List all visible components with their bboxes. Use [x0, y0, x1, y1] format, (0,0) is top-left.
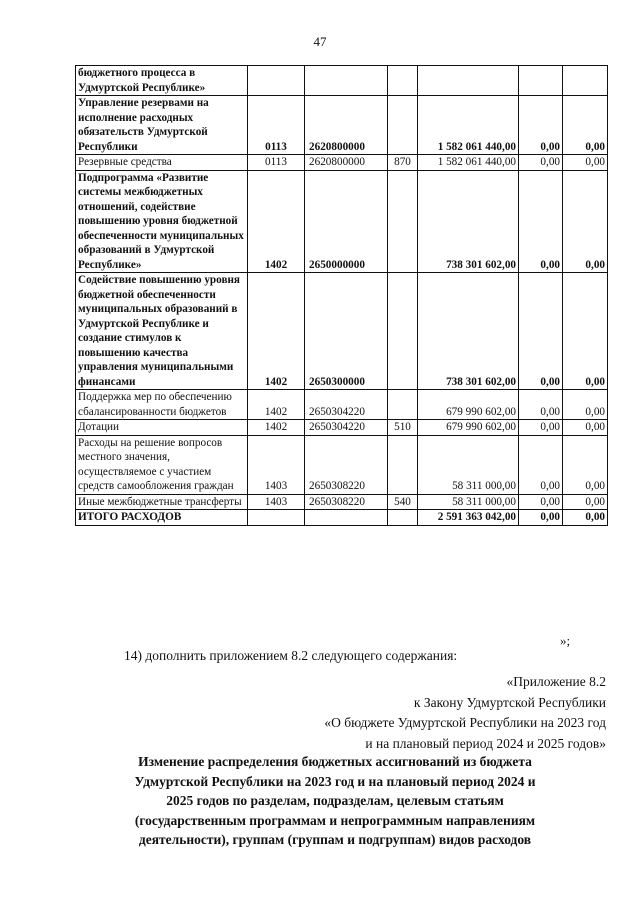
section-code-cell: 1403	[248, 435, 305, 494]
target-article-cell: 2650304220	[305, 420, 388, 436]
title-line: 2025 годов по разделам, подразделам, целевым статьям	[166, 793, 504, 808]
amount-2023-cell: 738 301 602,00	[418, 273, 519, 390]
amount-2024-cell: 0,00	[519, 390, 563, 420]
row-name-cell: ИТОГО РАСХОДОВ	[76, 510, 248, 526]
target-article-cell: 2650000000	[305, 170, 388, 273]
amount-2024-cell: 0,00	[519, 155, 563, 171]
amount-2024-cell: 0,00	[519, 420, 563, 436]
row-name-cell: Резервные средства	[76, 155, 248, 171]
amount-2024-cell	[519, 66, 563, 96]
amount-2023-cell: 1 582 061 440,00	[418, 155, 519, 171]
amount-2025-cell: 0,00	[563, 435, 608, 494]
target-article-cell	[305, 510, 388, 526]
amount-2023-cell: 58 311 000,00	[418, 435, 519, 494]
amount-2024-cell: 0,00	[519, 170, 563, 273]
target-article-cell: 2650308220	[305, 494, 388, 510]
amount-2023-cell: 2 591 363 042,00	[418, 510, 519, 526]
document-title	[70, 752, 600, 850]
amount-2025-cell: 0,00	[563, 510, 608, 526]
table-row	[76, 170, 608, 273]
target-article-cell: 2650300000	[305, 273, 388, 390]
section-code-cell: 1403	[248, 494, 305, 510]
amount-2025-cell: 0,00	[563, 96, 608, 155]
appendix-line: и на плановый период 2024 и 2025 годов»	[365, 735, 606, 751]
row-name-cell: Расходы на решение вопросов местного значения, осуществляемое с участием средств самообложения граждан	[76, 435, 248, 494]
expense-type-cell	[388, 273, 418, 390]
closing-quote: »;	[560, 633, 571, 648]
expense-type-cell	[388, 390, 418, 420]
expense-type-cell: 510	[388, 420, 418, 436]
title-line: (государственным программам и непрограммным направлениям	[134, 812, 536, 828]
appendix-line: «О бюджете Удмуртской Республики на 2023 год	[324, 715, 606, 730]
table-row	[76, 273, 608, 390]
row-name-cell: Дотации	[76, 420, 248, 436]
section-code-cell	[248, 510, 305, 526]
expense-type-cell: 870	[388, 155, 418, 171]
target-article-cell: 2620800000	[305, 155, 388, 171]
expense-type-cell	[388, 66, 418, 96]
section-code-cell: 0113	[248, 155, 305, 171]
section-code-cell	[248, 66, 305, 96]
amount-2025-cell: 0,00	[563, 420, 608, 436]
amount-2025-cell	[563, 66, 608, 96]
amount-2023-cell: 679 990 602,00	[418, 420, 519, 436]
amount-2025-cell: 0,00	[563, 494, 608, 510]
table-row	[76, 155, 608, 171]
amount-2023-cell	[418, 66, 519, 96]
expense-type-cell	[388, 170, 418, 273]
appendix-line: к Закону Удмуртской Республики	[413, 694, 606, 710]
section-code-cell: 0113	[248, 96, 305, 155]
page-number: 47	[313, 34, 327, 49]
expense-type-cell	[388, 96, 418, 155]
amount-2025-cell: 0,00	[563, 390, 608, 420]
amount-2025-cell: 0,00	[563, 155, 608, 171]
amount-2025-cell: 0,00	[563, 273, 608, 390]
section-code-cell: 1402	[248, 390, 305, 420]
amount-2025-cell: 0,00	[563, 170, 608, 273]
amount-2024-cell: 0,00	[519, 273, 563, 390]
amount-2023-cell: 1 582 061 440,00	[418, 96, 519, 155]
section-code-cell: 1402	[248, 273, 305, 390]
target-article-cell: 2650304220	[305, 390, 388, 420]
row-name-cell: бюджетного процесса в Удмуртской Республике»	[76, 66, 248, 96]
amount-2024-cell: 0,00	[519, 510, 563, 526]
appendix-line: «Приложение 8.2	[506, 674, 606, 689]
table-row	[76, 390, 608, 420]
target-article-cell: 2620800000	[305, 96, 388, 155]
table-row	[76, 435, 608, 494]
budget-table	[75, 65, 608, 526]
title-line: деятельности), группам (группам и подгруппам) видов расходов	[138, 832, 532, 847]
target-article-cell	[305, 66, 388, 96]
amount-2023-cell: 738 301 602,00	[418, 170, 519, 273]
table-row	[76, 66, 608, 96]
section-code-cell: 1402	[248, 170, 305, 273]
expense-type-cell	[388, 435, 418, 494]
row-name-cell: Иные межбюджетные трансферты	[76, 494, 248, 510]
row-name-cell: Подпрограмма «Развитие системы межбюджетных отношений, содействие повышению уровня бюджетной обеспеченности муниципальных образований в Удмуртской Республике»	[76, 170, 248, 273]
row-name-cell: Управление резервами на исполнение расходных обязательств Удмуртской Республики	[76, 96, 248, 155]
amount-2024-cell: 0,00	[519, 435, 563, 494]
target-article-cell: 2650308220	[305, 435, 388, 494]
table-row	[76, 96, 608, 155]
amount-2024-cell: 0,00	[519, 494, 563, 510]
table-row	[76, 510, 608, 526]
expense-type-cell: 540	[388, 494, 418, 510]
row-name-cell: Содействие повышению уровня бюджетной обеспеченности муниципальных образований в Удмуртской Республике и создание стимулов к повышению качества управления муниципальными финансами	[76, 273, 248, 390]
title-line: Изменение распределения бюджетных ассигнований из бюджета	[138, 754, 532, 769]
section-code-cell: 1402	[248, 420, 305, 436]
amount-2023-cell: 679 990 602,00	[418, 390, 519, 420]
appendix-header	[324, 672, 606, 754]
amount-2023-cell: 58 311 000,00	[418, 494, 519, 510]
table-row	[76, 494, 608, 510]
row-name-cell: Поддержка мер по обеспечению сбалансированности бюджетов	[76, 390, 248, 420]
amendment-item-14: 14) дополнить приложением 8.2 следующего содержания:	[124, 648, 458, 663]
amount-2024-cell: 0,00	[519, 96, 563, 155]
budget-table-body	[76, 66, 608, 526]
table-row	[76, 420, 608, 436]
title-line: Удмуртской Республики на 2023 год и на плановый период 2024 и	[134, 773, 536, 789]
expense-type-cell	[388, 510, 418, 526]
